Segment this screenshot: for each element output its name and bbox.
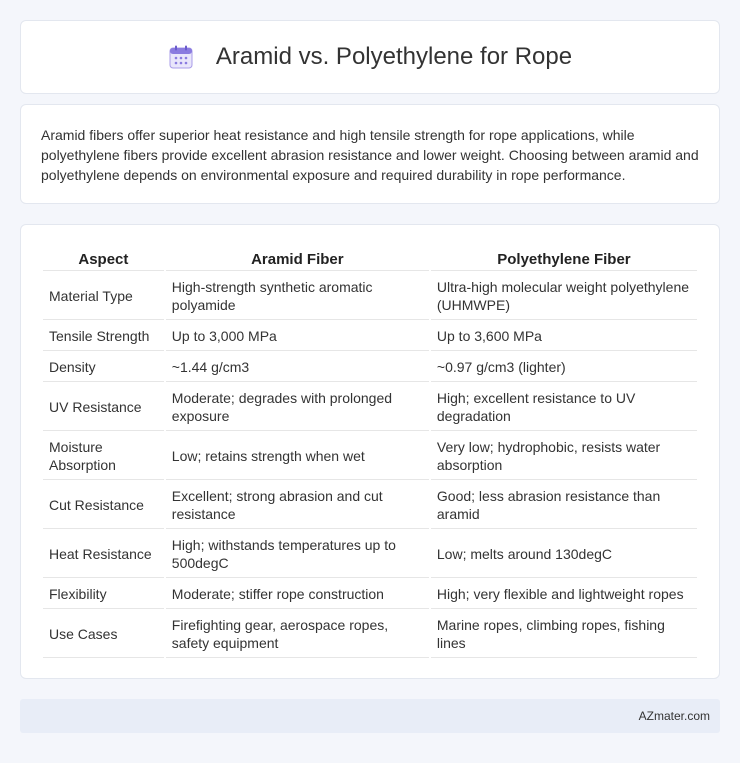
table-cell: High; withstands temperatures up to 500degC xyxy=(166,530,429,578)
table-row xyxy=(43,352,697,382)
table-row xyxy=(43,530,697,578)
table-cell: High; very flexible and lightweight ropes xyxy=(431,579,697,609)
column-header: Aramid Fiber xyxy=(166,246,429,271)
table-row xyxy=(43,321,697,351)
table-cell: Tensile Strength xyxy=(43,321,164,351)
table-row xyxy=(43,272,697,320)
table-cell: High; excellent resistance to UV degradation xyxy=(431,383,697,431)
table-cell: Ultra-high molecular weight polyethylene (UHMWPE) xyxy=(431,272,697,320)
table-header-row xyxy=(43,246,697,271)
table-row xyxy=(43,383,697,431)
table-cell: ~1.44 g/cm3 xyxy=(166,352,429,382)
table-cell: Marine ropes, climbing ropes, fishing lines xyxy=(431,610,697,658)
table-cell: Heat Resistance xyxy=(43,530,164,578)
table-cell: Moderate; stiffer rope construction xyxy=(166,579,429,609)
table-cell: High-strength synthetic aromatic polyamide xyxy=(166,272,429,320)
column-header: Aspect xyxy=(43,246,164,271)
intro-text: Aramid fibers offer superior heat resistance and high tensile strength for rope applications, while polyethylene fibers provide excellent abrasion resistance and lower weight. Choosing between aramid and polyethylene depends on environmental exposure and required durability in rope performance. xyxy=(41,127,699,183)
column-header: Polyethylene Fiber xyxy=(431,246,697,271)
table-cell: Density xyxy=(43,352,164,382)
table-cell: Moisture Absorption xyxy=(43,432,164,480)
table-cell: UV Resistance xyxy=(43,383,164,431)
table-cell: Low; retains strength when wet xyxy=(166,432,429,480)
intro-card xyxy=(20,104,720,204)
comparison-table-card xyxy=(20,224,720,679)
table-cell: Firefighting gear, aerospace ropes, safety equipment xyxy=(166,610,429,658)
footer-brand: AZmater.com xyxy=(638,709,710,723)
table-cell: Low; melts around 130degC xyxy=(431,530,697,578)
table-cell: Up to 3,600 MPa xyxy=(431,321,697,351)
table-cell: Moderate; degrades with prolonged exposure xyxy=(166,383,429,431)
table-row xyxy=(43,432,697,480)
table-cell: Very low; hydrophobic, resists water absorption xyxy=(431,432,697,480)
table-cell: Use Cases xyxy=(43,610,164,658)
table-cell: Up to 3,000 MPa xyxy=(166,321,429,351)
calendar-icon xyxy=(168,44,194,70)
table-row xyxy=(43,481,697,529)
table-cell: Material Type xyxy=(43,272,164,320)
table-cell: Flexibility xyxy=(43,579,164,609)
table-row xyxy=(43,579,697,609)
table-row xyxy=(43,610,697,658)
table-cell: Good; less abrasion resistance than aramid xyxy=(431,481,697,529)
footer xyxy=(20,699,720,733)
table-cell: ~0.97 g/cm3 (lighter) xyxy=(431,352,697,382)
comparison-table xyxy=(41,245,699,659)
table-cell: Excellent; strong abrasion and cut resistance xyxy=(166,481,429,529)
title-card xyxy=(20,20,720,94)
table-cell: Cut Resistance xyxy=(43,481,164,529)
page-title: Aramid vs. Polyethylene for Rope xyxy=(215,43,573,70)
